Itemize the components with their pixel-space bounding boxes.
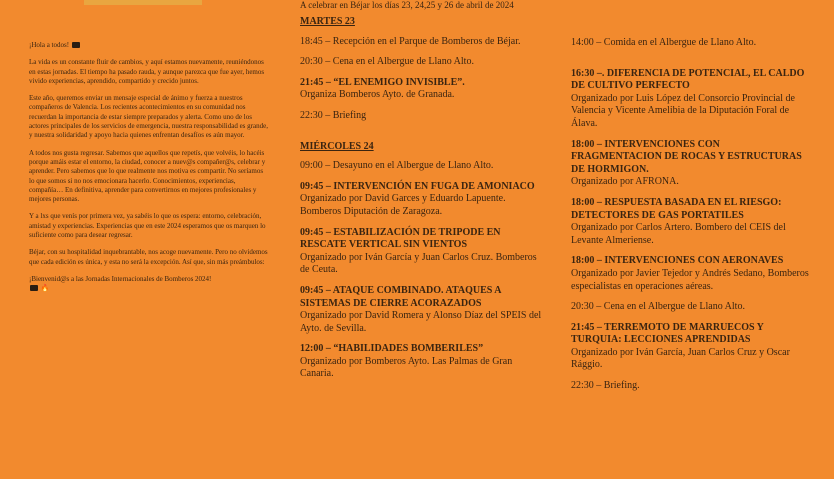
event-body: Organiza Bomberos Ayto. de Granada.	[300, 89, 455, 101]
event-title: 09:45 – ATAQUE COMBINADO. ATAQUES A SISTEMAS DE CIERRE ACORAZADOS	[300, 284, 501, 309]
event-body: Organizado por Carlos Artero. Bombero del CEIS del Levante Almeriense.	[571, 222, 786, 246]
event-title: 21:45 – TERREMOTO DE MARRUECOS Y TURQUIA: LECCIONES APRENDIDAS	[571, 321, 764, 346]
day-heading: MARTES 23	[300, 16, 355, 27]
event-body: Organizado por Javier Tejedor y Andrés Sedano, Bomberos especialistas en operaciones aéreas.	[571, 267, 809, 292]
date-line: A celebrar en Béjar los días 23, 24,25 y 26 de abril de 2024	[300, 0, 514, 10]
event-title: 18:00 – INTERVENCIONES CON FRAGMENTACION DE ROCAS Y ESTRUCTURAS DE HORMIGON.	[571, 138, 802, 175]
event-body: 14:00 – Comida en el Albergue de Llano Alto.	[571, 37, 757, 48]
schedule-item	[300, 160, 546, 173]
schedule-item	[571, 255, 811, 293]
event-body: Organizado por Iván García, Juan Carlos Cruz y Oscar Rággio.	[571, 346, 790, 371]
letter-greeting: ¡Hola a todos!	[29, 41, 70, 49]
schedule-item	[300, 343, 546, 381]
truck-icon	[30, 285, 38, 291]
schedule-column-middle	[300, 16, 546, 389]
letter-closing: ¡Bienvenid@s a las Jornadas Internacionales de Bomberos 2024!	[29, 274, 212, 283]
schedule-item	[300, 36, 546, 49]
schedule-item	[571, 197, 811, 247]
logo-strip	[84, 0, 202, 5]
letter-paragraph: Y a lxs que venís por primera vez, ya sabéis lo que os espera: entorno, celebración, amistad y experiencias. Experiencias que en este 2024 esperamos que os marquen lo suficiente como para desear regresar.	[29, 212, 266, 240]
event-body: Organizado por AFRONA.	[571, 176, 679, 188]
event-title: 12:00 – “HABILIDADES BOMBERILES”	[300, 343, 484, 355]
event-title: 18:00 – INTERVENCIONES CON AERONAVES	[571, 255, 784, 267]
schedule-item	[300, 227, 546, 277]
day-heading: MIÉRCOLES 24	[300, 140, 374, 152]
schedule-item	[300, 110, 546, 123]
event-body: 20:30 – Cena en el Albergue de Llano Alto.	[300, 56, 474, 68]
event-body: 18:45 – Recepción en el Parque de Bomberos de Béjar.	[300, 35, 521, 47]
fire-icon: 🔥	[40, 284, 50, 293]
event-body: Organizado por Bomberos Ayto. Las Palmas de Gran Canaria.	[300, 355, 513, 380]
event-body: Organizado por Luis López del Consorcio Provincial de Valencia y Vicente Amelibia de la Diputación Foral de Álava.	[571, 92, 795, 129]
letter-paragraph: La vida es un constante fluir de cambios, y aquí estamos nuevamente, reuniéndonos en estas jornadas. El tiempo ha pasado rauda, y aunque parezca que fue ayer, hemos vivido experiencias, aprendido, compartido y crecido juntos.	[29, 58, 265, 85]
event-body: Organizado por David Romera y Alonso Díaz del SPEIS del Ayto. de Sevilla.	[300, 310, 542, 334]
letter-paragraph: A todos nos gusta regresar. Sabemos que aquellos que repetís, que volvéis, lo hacéis porque amáis estar el entorno, la ciudad, conocer a nuev@s compañer@s, celebrar y aprender. Pero sabemos que lo que realmente nos motiva es compartir. No seríamos lo que somos si no nos emocionara hacerlo. Conocimientos, experiencias, compañía… En definitiva, aprender para convertirnos en mejores profesionales y mejores personas.	[29, 148, 266, 204]
event-body: Organizado por David Garces y Eduardo Lapuente. Bomberos Diputación de Zaragoza.	[300, 193, 506, 217]
schedule-column-right	[571, 37, 811, 401]
schedule-item	[571, 68, 811, 131]
letter-closing-line	[29, 275, 269, 294]
event-title: 09:45 – ESTABILIZACIÓN DE TRIPODE EN RESCATE VERTICAL SIN VIENTOS	[300, 226, 501, 251]
event-body: 22:30 – Briefing.	[571, 380, 640, 392]
event-body: Organizado por Iván García y Juan Carlos Cruz. Bomberos de Ceuta.	[300, 251, 537, 276]
day-block-wednesday	[300, 141, 546, 382]
schedule-item	[300, 285, 546, 335]
schedule-item	[571, 301, 811, 314]
event-body: 09:00 – Desayuno en el Albergue de Llano Alto.	[300, 160, 494, 172]
day-block-tuesday	[300, 16, 546, 123]
event-title: 18:00 – RESPUESTA BASADA EN EL RIESGO: DETECTORES DE GAS PORTATILES	[571, 196, 782, 221]
event-body: 22:30 – Briefing	[300, 109, 367, 121]
schedule-item	[571, 380, 811, 393]
event-body: 20:30 – Cena en el Albergue de Llano Alto.	[571, 301, 745, 313]
letter-paragraph: Este año, queremos enviar un mensaje especial de ánimo y fuerza a nuestros compañeros de Valencia. Los recientes acontecimientos en su comunidad nos recuerdan la importancia de estar siempre preparados y alerta. Como uno de los actores principales de los servicios de emergencia, nuestra responsabilidad es grande, y nuestra solidaridad y apoyo hacia quienes enfrentan desafíos es aún mayor.	[29, 94, 268, 140]
letter-greeting-line	[29, 41, 269, 50]
event-title: 21:45 – “EL ENEMIGO INVISIBLE”.	[300, 76, 465, 88]
truck-icon	[72, 42, 80, 48]
schedule-item	[571, 37, 811, 50]
schedule-item	[300, 181, 546, 219]
schedule-item	[300, 56, 546, 69]
event-title: 09:45 – INTERVENCIÓN EN FUGA DE AMONIACO	[300, 180, 535, 192]
event-title: 16:30 –. DIFERENCIA DE POTENCIAL, EL CALDO DE CULTIVO PERFECTO	[571, 67, 805, 92]
schedule-item	[571, 139, 811, 189]
schedule-item	[300, 77, 546, 102]
schedule-item	[571, 322, 811, 372]
letter-paragraph: Béjar, con su hospitalidad inquebrantable, nos acoge nuevamente. Pero no olvidemos que cada edición es única, y esta no será la excepción. Así que, sin más preámbulos:	[29, 248, 268, 266]
welcome-letter	[29, 41, 269, 302]
